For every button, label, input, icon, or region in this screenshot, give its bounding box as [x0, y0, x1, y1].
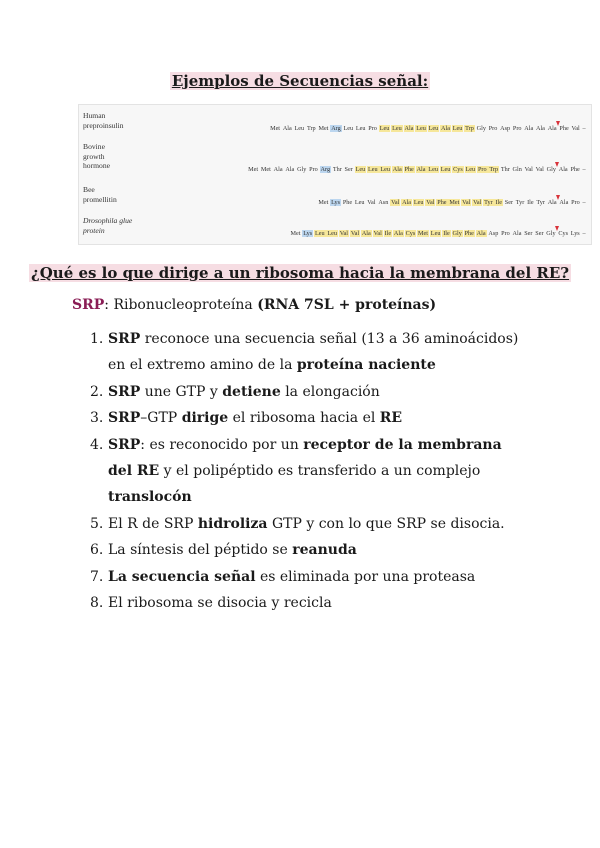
- amino-acid: Leu: [430, 230, 441, 237]
- step-item: [90, 432, 530, 511]
- amino-acid: Leu: [294, 125, 305, 132]
- amino-acid: Met: [318, 199, 329, 206]
- amino-acid: Ala: [402, 199, 412, 206]
- amino-acid: Ala: [361, 230, 371, 237]
- step-text: reconoce una secuencia señal (13 a 36 aminoácidos) en el extremo amino de la: [108, 331, 519, 374]
- sequence-label-line: Bovine: [83, 142, 105, 151]
- amino-acid: Arg: [331, 125, 341, 132]
- signal-sequence-figure: [78, 104, 592, 245]
- amino-acid: Phe: [342, 199, 353, 206]
- srp-text: : Ribonucleoproteína: [104, 297, 258, 313]
- amino-acid: Pro: [571, 199, 580, 206]
- amino-acid: Ser: [344, 166, 353, 173]
- amino-acid: Val: [350, 230, 360, 237]
- amino-acid: Lys: [331, 199, 341, 206]
- amino-acid: Ala: [558, 166, 568, 173]
- amino-acid: Met: [290, 230, 301, 237]
- amino-acid: Pro: [309, 166, 318, 173]
- amino-acid: Leu: [413, 199, 424, 206]
- amino-acid: Ile: [384, 230, 392, 237]
- amino-acid: Leu: [343, 125, 354, 132]
- amino-acid: Met: [270, 125, 281, 132]
- amino-acid: Leu: [392, 125, 402, 132]
- amino-acid: Cys: [558, 230, 568, 237]
- step-number: 2.: [90, 383, 104, 400]
- amino-acid-sequence: [247, 166, 587, 173]
- amino-acid: Asp: [500, 125, 511, 132]
- step-emphasis: SRP: [108, 331, 141, 347]
- amino-acid: –: [582, 166, 586, 173]
- amino-acid: Gly: [546, 230, 556, 237]
- amino-acid: Ala: [476, 230, 486, 237]
- amino-acid: Lys: [303, 230, 313, 237]
- sequence-label: [83, 216, 153, 235]
- amino-acid: Asp: [488, 230, 499, 237]
- step-emphasis: La secuencia señal: [108, 568, 256, 585]
- sequence-label-line: protein: [83, 225, 105, 235]
- amino-acid: Leu: [465, 166, 476, 173]
- amino-acid: Leu: [327, 230, 337, 237]
- amino-acid: Met: [248, 166, 259, 173]
- amino-acid: Thr: [332, 166, 342, 173]
- amino-acid: Val: [426, 199, 435, 206]
- amino-acid: Ala: [547, 125, 557, 132]
- amino-acid: Ile: [495, 199, 502, 206]
- step-item: [90, 537, 530, 563]
- amino-acid: Phe: [464, 230, 474, 237]
- step-emphasis: receptor de la membrana del RE: [108, 436, 502, 480]
- amino-acid: Leu: [367, 166, 378, 173]
- step-text: : es reconocido por un: [140, 436, 304, 453]
- sequence-label-line: growth: [83, 151, 105, 161]
- amino-acid: Leu: [428, 125, 439, 132]
- amino-acid: Pro: [501, 230, 510, 237]
- step-item: [90, 326, 530, 379]
- srp-detail: (RNA 7SL + proteínas): [257, 297, 437, 313]
- amino-acid: Gly: [297, 166, 307, 173]
- amino-acid: Lys: [570, 230, 580, 237]
- amino-acid: Pro: [477, 166, 487, 173]
- step-emphasis: hidroliza: [197, 515, 268, 532]
- step-item: [90, 564, 530, 590]
- amino-acid: Met: [260, 166, 271, 173]
- amino-acid: Ser: [524, 230, 533, 237]
- amino-acid: Trp: [306, 125, 316, 132]
- amino-acid: Gly: [546, 166, 556, 173]
- amino-acid: Val: [462, 199, 471, 206]
- step-text: –GTP: [140, 410, 182, 427]
- amino-acid: Leu: [440, 166, 451, 173]
- section-question: ¿Qué es lo que dirige a un ribosoma hacia la membrana del RE?: [30, 264, 570, 282]
- step-text: La síntesis del péptido se: [108, 542, 293, 559]
- amino-acid-sequence: [269, 125, 587, 132]
- amino-acid: Val: [571, 125, 580, 132]
- amino-acid: Val: [473, 199, 482, 206]
- amino-acid-sequence: [317, 199, 587, 206]
- amino-acid: Val: [339, 230, 349, 237]
- amino-acid-sequence: [289, 230, 587, 237]
- amino-acid: Leu: [354, 199, 365, 206]
- amino-acid: Ala: [273, 166, 283, 173]
- amino-acid: Ile: [527, 199, 534, 206]
- step-item: [90, 511, 530, 537]
- amino-acid: Leu: [355, 166, 366, 173]
- amino-acid: Leu: [416, 125, 426, 132]
- step-emphasis: reanuda: [292, 542, 357, 559]
- sequence-label-line: promellitin: [83, 194, 117, 204]
- step-text: el ribosoma hacia el: [228, 410, 380, 427]
- amino-acid: Leu: [428, 166, 438, 173]
- srp-term: SRP: [72, 297, 105, 313]
- sequence-label: [83, 111, 153, 130]
- step-text: y el polipéptido es transferido a un complejo: [159, 463, 481, 480]
- sequence-label-line: Bee: [83, 185, 95, 194]
- amino-acid: Ala: [404, 125, 414, 132]
- amino-acid: Cys: [405, 230, 416, 237]
- step-emphasis: proteína naciente: [296, 357, 436, 374]
- amino-acid: Val: [535, 166, 544, 173]
- step-number: 5.: [90, 515, 104, 532]
- amino-acid: Ala: [441, 125, 450, 132]
- step-emphasis: RE: [379, 410, 403, 427]
- amino-acid: Val: [524, 166, 533, 173]
- amino-acid: Leu: [452, 125, 463, 132]
- amino-acid: Val: [373, 230, 382, 237]
- step-emphasis: SRP: [108, 383, 141, 400]
- sequence-label-line: hormone: [83, 161, 110, 171]
- step-text: es eliminada por una proteasa: [255, 568, 476, 585]
- amino-acid: Cys: [453, 166, 463, 173]
- sequence-label-line: Drosophila glue: [83, 216, 133, 225]
- amino-acid: –: [582, 125, 586, 132]
- amino-acid: Met: [449, 199, 460, 206]
- step-emphasis: dirige: [181, 410, 229, 427]
- amino-acid: Phe: [570, 166, 580, 173]
- steps-list: [90, 326, 530, 616]
- amino-acid: Ala: [416, 166, 426, 173]
- amino-acid: Val: [391, 199, 400, 206]
- step-number: 4.: [90, 436, 104, 453]
- amino-acid: Ile: [443, 230, 450, 237]
- sequence-label-line: preproinsulin: [83, 120, 124, 130]
- amino-acid: Ala: [559, 199, 569, 206]
- step-number: 8.: [90, 595, 104, 612]
- amino-acid: Trp: [465, 125, 474, 132]
- amino-acid: Asn: [378, 199, 389, 206]
- amino-acid: Ala: [547, 199, 557, 206]
- step-text: une GTP y: [140, 383, 223, 400]
- amino-acid: Leu: [355, 125, 366, 132]
- step-number: 1.: [90, 331, 104, 347]
- amino-acid: Ser: [504, 199, 513, 206]
- amino-acid: Ala: [285, 166, 295, 173]
- amino-acid: Ala: [282, 125, 292, 132]
- amino-acid: Met: [418, 230, 429, 237]
- amino-acid: Pro: [512, 125, 522, 132]
- step-emphasis: SRP: [108, 436, 141, 453]
- step-number: 7.: [90, 568, 104, 585]
- amino-acid: Gly: [452, 230, 462, 237]
- amino-acid: Ala: [535, 125, 545, 132]
- amino-acid: Ala: [393, 230, 403, 237]
- amino-acid: Ala: [512, 230, 522, 237]
- amino-acid: Ala: [524, 125, 534, 132]
- amino-acid: Gly: [476, 125, 486, 132]
- step-item: [90, 405, 530, 431]
- amino-acid: Pro: [488, 125, 498, 132]
- step-text: GTP y con lo que SRP se disocia.: [267, 515, 505, 532]
- amino-acid: –: [582, 230, 586, 237]
- sequence-label: [83, 142, 153, 171]
- amino-acid: Phe: [559, 125, 569, 132]
- step-text: la elongación: [280, 383, 380, 400]
- sequence-label: [83, 185, 153, 204]
- amino-acid: Ala: [392, 166, 402, 173]
- amino-acid: Ser: [535, 230, 544, 237]
- step-item: [90, 379, 530, 405]
- step-number: 6.: [90, 542, 104, 559]
- amino-acid: Leu: [379, 125, 390, 132]
- srp-definition: [72, 297, 436, 313]
- amino-acid: Val: [367, 199, 376, 206]
- amino-acid: Leu: [314, 230, 325, 237]
- amino-acid: Met: [318, 125, 329, 132]
- page-title: Ejemplos de Secuencias señal:: [171, 72, 429, 90]
- amino-acid: Pro: [368, 125, 377, 132]
- amino-acid: Phe: [437, 199, 447, 206]
- amino-acid: Arg: [320, 166, 331, 173]
- step-emphasis: SRP: [108, 410, 141, 427]
- amino-acid: Tyr: [484, 199, 493, 206]
- amino-acid: Thr: [500, 166, 510, 173]
- amino-acid: Tyr: [515, 199, 525, 206]
- amino-acid: Tyr: [536, 199, 545, 206]
- sequence-label-line: Human: [83, 111, 106, 120]
- step-item: [90, 590, 530, 616]
- amino-acid: –: [582, 199, 586, 206]
- step-number: 3.: [90, 410, 104, 427]
- amino-acid: Trp: [489, 166, 499, 173]
- amino-acid: Phe: [404, 166, 414, 173]
- amino-acid: Leu: [380, 166, 391, 173]
- step-emphasis: detiene: [222, 383, 281, 400]
- step-text: El R de SRP: [108, 515, 198, 532]
- amino-acid: Gln: [512, 166, 522, 173]
- step-text: El ribosoma se disocia y recicla: [108, 595, 332, 612]
- step-emphasis: translocón: [108, 489, 192, 506]
